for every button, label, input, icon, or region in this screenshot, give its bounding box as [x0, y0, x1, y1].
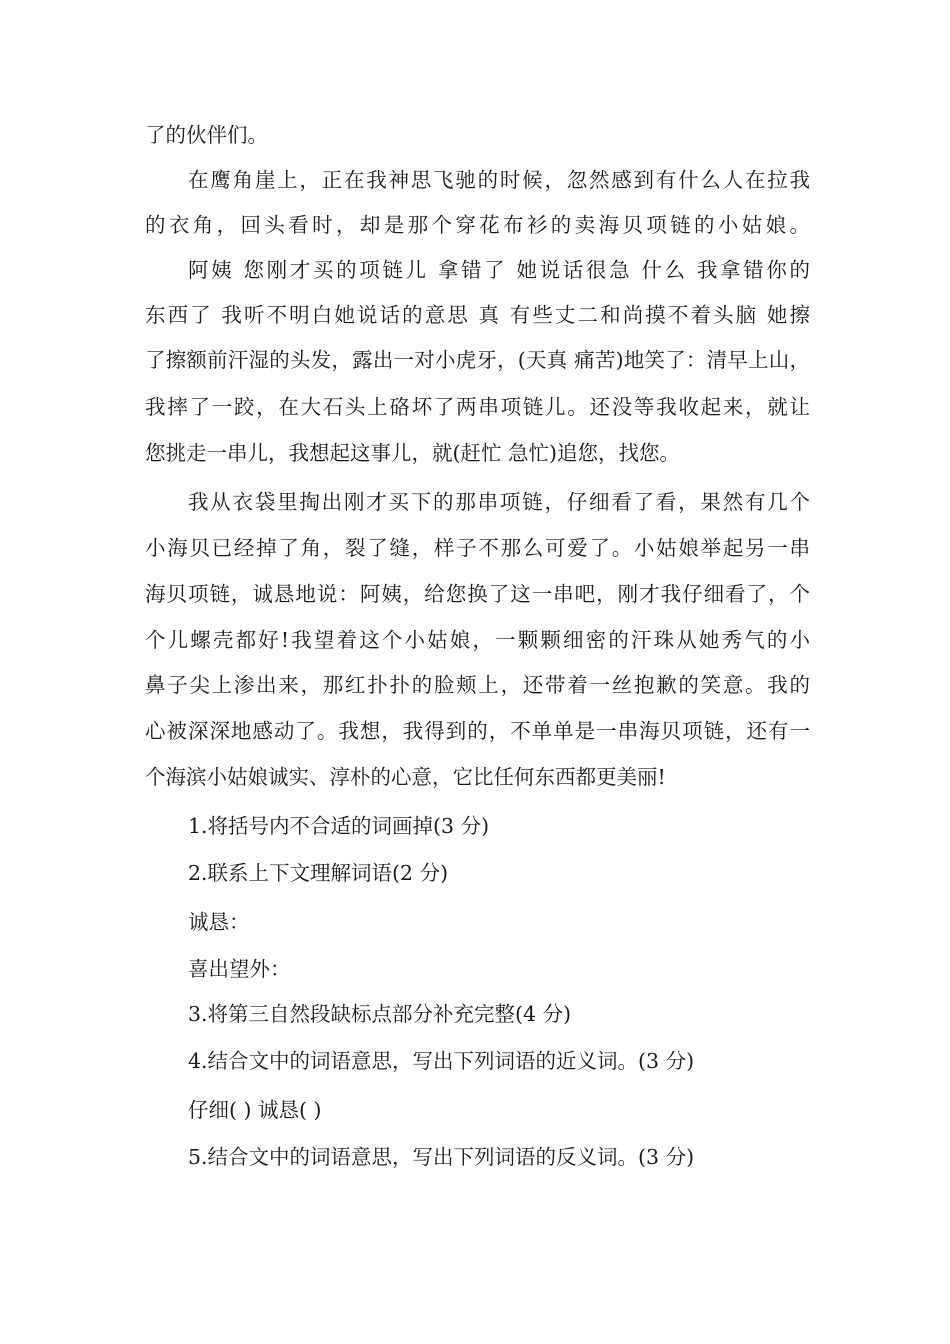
question-5: 5.结合文中的词语意思，写出下列词语的反义词。(3 分) — [188, 1145, 695, 1169]
paragraph-line: 东西了 我听不明白她说话的意思 真 有些丈二和尚摸不着头脑 她擦 — [145, 303, 810, 327]
question-4-blanks: 仔细( ) 诚恳( ) — [188, 1098, 322, 1122]
question-4: 4.结合文中的词语意思，写出下列词语的近义词。(3 分) — [188, 1049, 695, 1073]
paragraph-line: 个儿螺壳都好!我望着这个小姑娘，一颗颗细密的汗珠从她秀气的小 — [145, 628, 810, 652]
question-2-term-2: 喜出望外： — [188, 957, 291, 981]
paragraph-line: 个海滨小姑娘诚实、淳朴的心意，它比任何东西都更美丽! — [145, 765, 666, 789]
paragraph-line: 海贝项链，诚恳地说：阿姨，给您换了这一串吧，刚才我仔细看了，个 — [145, 582, 810, 606]
paragraph-line: 了擦额前汗湿的头发，露出一对小虎牙，(天真 痛苦)地笑了：清早上山， — [145, 348, 810, 372]
paragraph-line: 您挑走一串儿，我想起这事儿，就(赶忙 急忙)追您，找您。 — [145, 441, 681, 465]
question-2-term-1: 诚恳： — [188, 910, 250, 934]
paragraph-line: 鼻子尖上渗出来，那红扑扑的脸颊上，还带着一丝抱歉的笑意。我的 — [145, 673, 810, 697]
question-3: 3.将第三自然段缺标点部分补充完整(4 分) — [188, 1002, 572, 1026]
question-1: 1.将括号内不合适的词画掉(3 分) — [188, 814, 490, 838]
paragraph-line: 在鹰角崖上，正在我神思飞驰的时候，忽然感到有什么人在拉我 — [188, 168, 810, 192]
paragraph-line: 小海贝已经掉了角，裂了缝，样子不那么可爱了。小姑娘举起另一串 — [145, 536, 810, 560]
paragraph-line: 阿姨 您刚才买的项链儿 拿错了 她说话很急 什么 我拿错你的 — [188, 258, 810, 282]
paragraph-line: 我摔了一跤，在大石头上硌坏了两串项链儿。还没等我收起来，就让 — [145, 395, 810, 419]
paragraph-line: 的衣角，回头看时，却是那个穿花布衫的卖海贝项链的小姑娘。 — [145, 213, 810, 237]
question-2: 2.联系上下文理解词语(2 分) — [188, 861, 449, 885]
paragraph-line: 了的伙伴们。 — [145, 123, 268, 147]
paragraph-line: 我从衣袋里掏出刚才买下的那串项链，仔细看了看，果然有几个 — [188, 490, 810, 514]
paragraph-line: 心被深深地感动了。我想，我得到的，不单单是一串海贝项链，还有一 — [145, 719, 810, 743]
